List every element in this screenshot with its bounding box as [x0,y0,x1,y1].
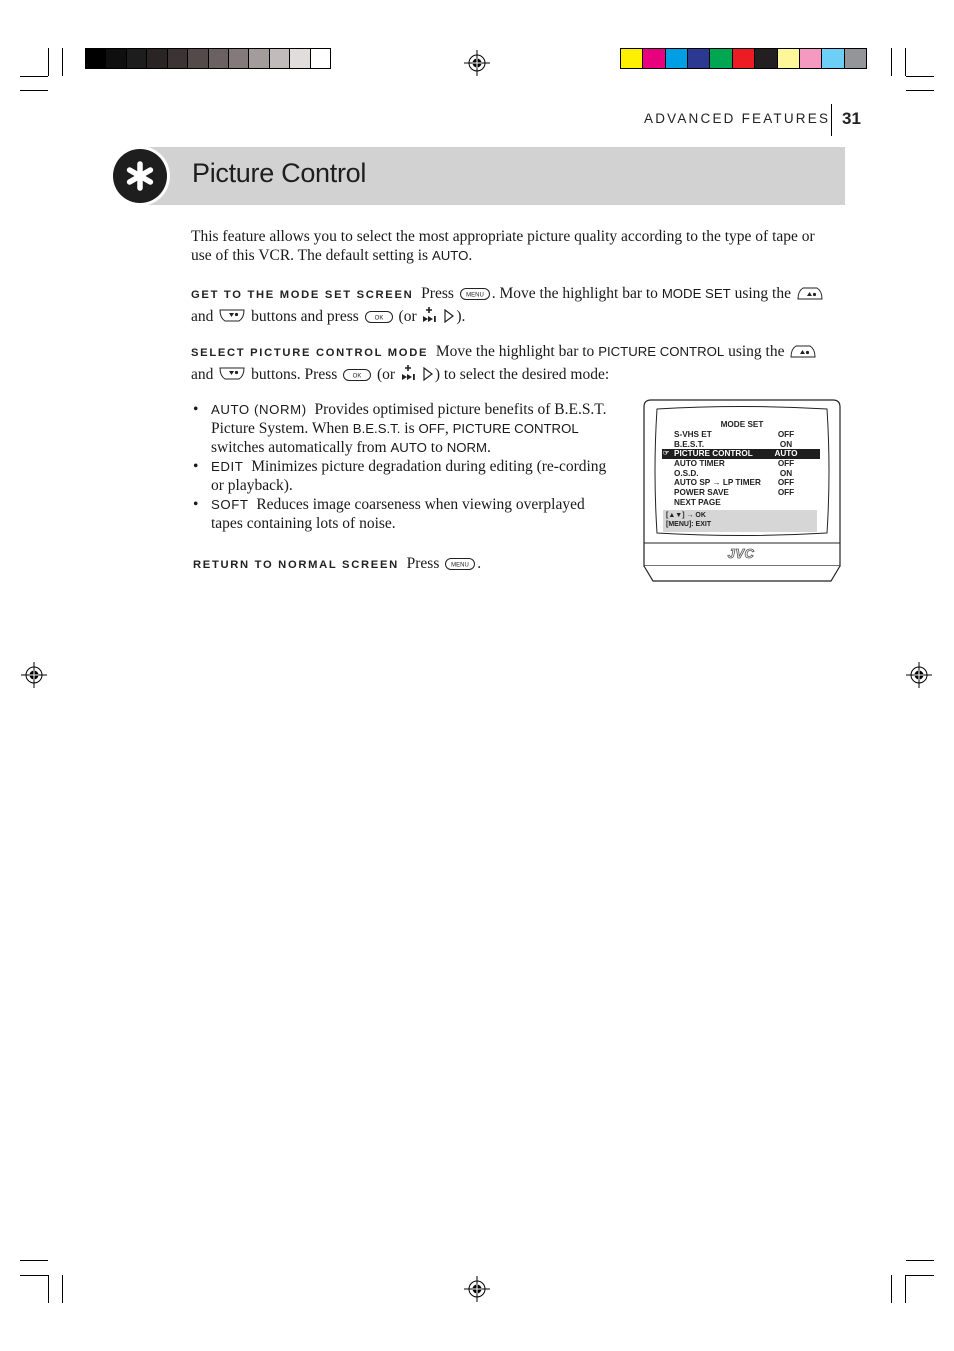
tv-menu-rows [662,430,820,508]
tv-menu-footer [663,510,817,532]
step-move: . Move the highlight bar to [491,285,658,302]
grayscale-swatch [248,49,268,68]
up-channel-button-icon [797,286,823,300]
tv-menu-row [662,488,820,498]
mode-text: switches automatically from [211,439,387,456]
step-get-mode-set [191,284,841,326]
mode-term: OFF [418,421,445,436]
grayscale-swatch [86,49,105,68]
tv-menu-title: MODE SET [720,420,764,429]
section-header: ADVANCED FEATURES [644,111,831,126]
grayscale-swatch [146,49,166,68]
mode-text: to [430,439,443,456]
mode-item-soft [191,495,611,533]
asterisk-icon [113,149,167,203]
grayscale-swatch [228,49,248,68]
intro-paragraph [191,227,831,265]
step-using: using the [734,285,791,302]
mode-term: PICTURE CONTROL [452,421,579,436]
color-swatch [821,49,843,68]
tv-row-label: PICTURE CONTROL [674,449,753,459]
mode-label: EDIT [211,459,244,474]
menu-button-icon [445,558,475,570]
intro-end: . [468,247,473,264]
mode-text: is [404,420,415,437]
color-swatch [732,49,754,68]
title-badge [113,149,167,203]
tv-row-label: POWER SAVE [674,488,729,498]
step-and: and [191,366,214,383]
tv-illustration [643,399,841,583]
page-title: Picture Control [192,158,367,188]
step-close: ). [456,308,466,325]
mode-item-edit [191,457,611,495]
color-bar [620,48,867,69]
mode-label: AUTO (NORM) [211,402,307,417]
tv-row-value: ON [779,468,793,478]
step-end: . [477,555,482,572]
down-channel-button-icon [219,309,245,323]
tv-row-value: OFF [777,430,795,439]
color-swatch [754,49,776,68]
grayscale-bar [85,48,331,69]
registration-target-top-icon [464,50,490,76]
color-swatch [777,49,799,68]
step-return-normal [193,554,481,575]
step-target: PICTURE CONTROL [598,344,725,359]
tv-row-value: AUTO [774,449,798,459]
ok-button-icon [365,311,393,323]
color-swatch [799,49,821,68]
tv-row-label: AUTO SP → LP TIMER [674,478,761,488]
svg-text:MENU: MENU [451,562,470,569]
step-press: Press [421,285,454,302]
tv-row-label: O.S.D. [674,468,699,478]
svg-text:OK: OK [352,373,362,380]
tv-menu-row [662,478,820,488]
step-kicker: RETURN TO NORMAL SCREEN [193,559,399,571]
header-divider [831,104,832,136]
color-swatch [709,49,731,68]
default-value: AUTO [431,248,469,263]
step-and: and [191,308,214,325]
mode-text: . [487,439,491,456]
step-select-picture-control [191,342,841,384]
grayscale-swatch [126,49,146,68]
tv-row-value: OFF [777,459,795,469]
mode-list [191,400,611,533]
tv-row-label: AUTO TIMER [674,459,725,469]
tv-menu-row [662,498,820,508]
tv-menu-row [662,430,820,440]
skip-plus-icon [401,364,417,382]
step-target: MODE SET [661,286,731,301]
svg-text:OK: OK [374,315,383,322]
tv-row-label: S-VHS ET [674,430,712,439]
grayscale-swatch [310,49,330,68]
mode-term: NORM [446,440,488,455]
up-channel-button-icon [790,344,816,358]
mode-term: AUTO [390,440,427,455]
step-or: (or [377,366,396,383]
down-channel-button-icon [219,367,245,381]
menu-button-icon [460,288,490,300]
step-kicker: GET TO THE MODE SET SCREEN [191,289,414,301]
mode-text: Minimizes picture degradation during editing (re-cording or playback). [211,458,607,494]
ok-button-icon [343,369,371,381]
step-using: using the [728,343,785,360]
step-kicker: SELECT PICTURE CONTROL MODE [191,347,429,359]
tv-exit-hint: [MENU]: EXIT [666,521,712,528]
page-number: 31 [842,109,861,128]
step-move: Move the highlight bar to [435,343,595,360]
tv-menu-row [662,449,820,459]
tv-row-label: B.E.S.T. [674,439,705,449]
step-buttons-press: buttons. Press [251,366,338,383]
registration-target-right-icon [906,662,932,688]
grayscale-swatch [167,49,187,68]
color-swatch [687,49,709,68]
grayscale-swatch [269,49,289,68]
color-swatch [642,49,664,68]
step-buttons-and-press: buttons and press [251,308,359,325]
play-right-icon [423,367,433,381]
tv-menu-row [662,469,820,479]
step-press: Press [406,555,440,572]
color-swatch [665,49,687,68]
mode-term: B.E.S.T. [352,421,401,436]
cursor-pointer-icon: ☞ [663,450,670,458]
grayscale-swatch [208,49,228,68]
jvc-logo: JVC [727,546,755,561]
tv-menu-row [662,459,820,469]
tv-nav-hint: [▲▼] → OK [666,512,706,519]
grayscale-swatch [105,49,125,68]
play-right-icon [444,309,454,323]
color-swatch [621,49,642,68]
mode-text: Provides optimised picture benefits of B.E.S.T. Picture System. When [211,401,607,437]
grayscale-swatch [187,49,207,68]
intro-text: This feature allows you to select the most appropriate picture quality according to the type of tape or use of this VCR. The default setting is [191,228,815,264]
tv-row-value: OFF [777,478,795,488]
grayscale-swatch [289,49,309,68]
mode-text: Reduces image coarseness when viewing overplayed tapes containing lots of noise. [211,496,585,532]
svg-text:MENU: MENU [465,292,484,299]
tv-row-label: NEXT PAGE [674,497,721,507]
mode-label: SOFT [211,497,249,512]
mode-text: , [444,420,449,437]
mode-item-auto [191,400,611,457]
registration-target-bottom-icon [464,1276,490,1302]
registration-target-left-icon [21,662,47,688]
tv-row-value: ON [779,439,793,449]
step-or: (or [398,308,417,325]
tv-menu-row [662,440,820,450]
color-swatch [844,49,866,68]
tv-row-value: OFF [777,488,795,498]
skip-plus-icon [422,306,438,324]
step-close: ) to select the desired mode: [434,366,610,383]
